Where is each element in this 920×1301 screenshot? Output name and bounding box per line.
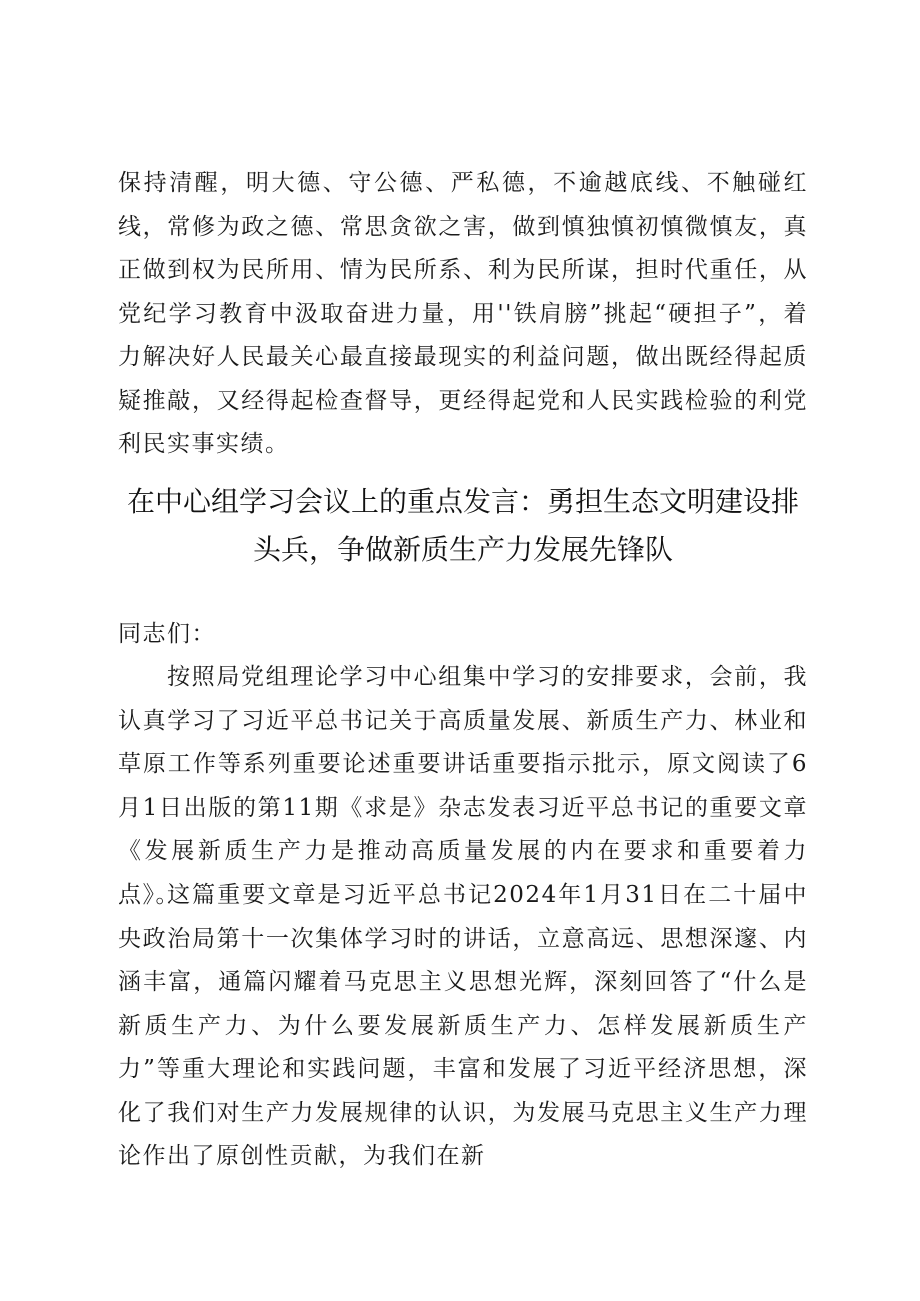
salutation: 同志们： <box>118 621 216 647</box>
body-paragraph-1: 按照局党组理论学习中心组集中学习的安排要求，会前，我认真学习了习近平总书记关于高质量发展、新质生产力、林业和草原工作等系列重要论述重要讲话重要指示批示，原文阅读了6月1日出版的第11期《求是》杂志发表习近平总书记的重要文章《发展新质生产力是推动高质量发展的内在要求和重要着力点》。 <box>118 664 808 908</box>
opening-paragraph: 保持清醒，明大德、守公德、严私德，不逾越底线、不触碰红线，常修为政之德、常思贪欲之害，做到慎独慎初慎微慎友，真正做到权为民所用、情为民所系、利为民所谋，担时代重任，从党纪学习教育中汲取奋进力量，用''铁肩膀”挑起“硬担子”，着力解决好人民最关心最直接最现实的利益问题，做出既经得起质疑推敲，又经得起检查督导，更经得起党和人民实践检验的利党利民实事实绩。 <box>118 170 808 457</box>
title-line-1: 在中心组学习会议上的重点发言：勇担生态文明建设排 <box>126 485 799 518</box>
body-paragraph-2: 这篇重要文章是习近平总书记2024年1月31日在二十届中央政治局第十一次集体学习时的讲话，立意高远、思想深邃、内涵丰富，通篇闪耀着马克思主义思想光辉，深刻回答了“什么是新质生产力、为什么要发展新质生产力、怎样发展新质生产力”等重大理论和实践问题，丰富和发展了习近平经济思想，深化了我们对生产力发展规律的认识，为发展马克思主义生产力理论作出了原创性贡献，为我们在新 <box>118 882 808 1169</box>
title-line-2: 头兵，争做新质生产力发展先锋队 <box>252 533 673 566</box>
speech-title <box>118 478 808 574</box>
